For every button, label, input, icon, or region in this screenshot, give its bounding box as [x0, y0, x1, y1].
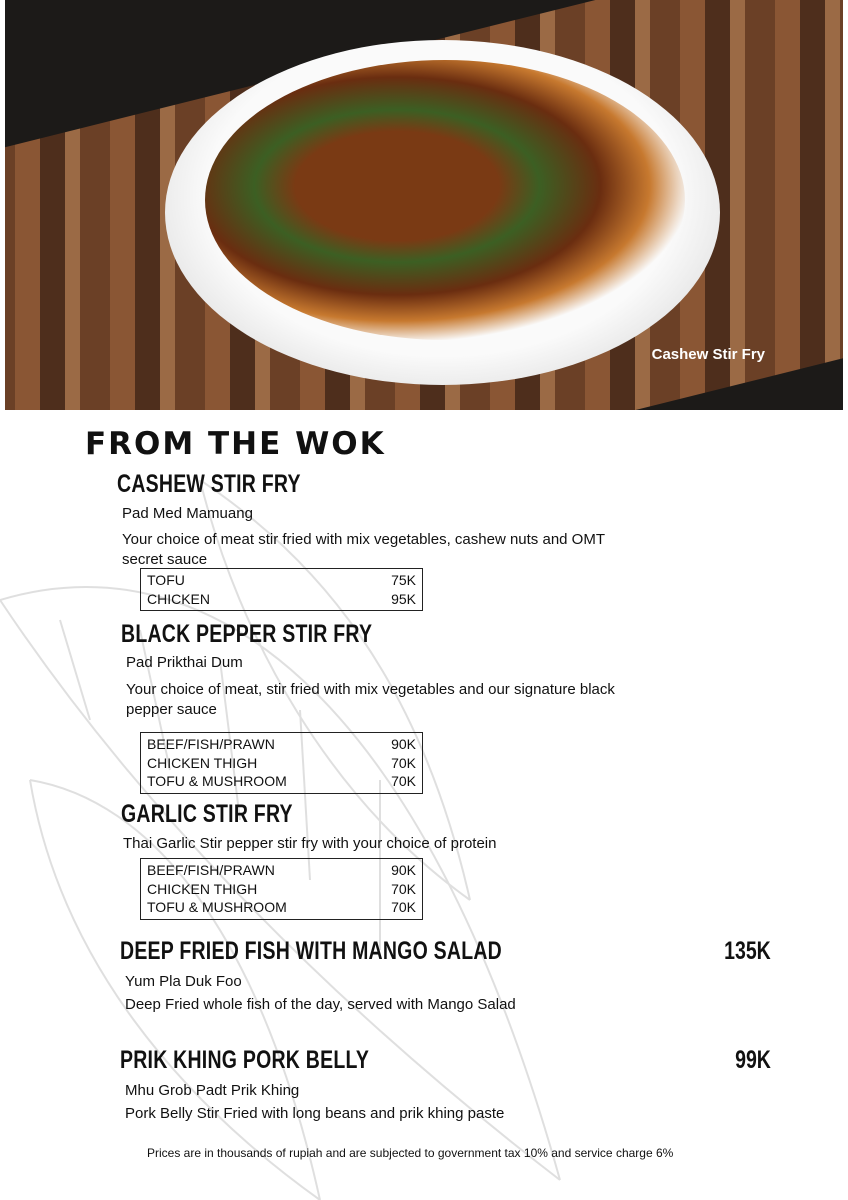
- item-thai-name: Yum Pla Duk Foo: [125, 973, 242, 990]
- option-row: [147, 880, 416, 899]
- option-row: [147, 898, 416, 917]
- option-row: [147, 754, 416, 773]
- option-row: [147, 571, 416, 590]
- option-label: CHICKEN THIGH: [147, 880, 258, 897]
- item-price: 99K: [735, 1046, 771, 1074]
- option-price: 70K: [391, 754, 416, 771]
- item-name: GARLIC STIR FRY: [121, 800, 293, 828]
- item-thai-name: Mhu Grob Padt Prik Khing: [125, 1082, 300, 1099]
- price-options: [140, 858, 423, 920]
- option-label: BEEF/FISH/PRAWN: [147, 736, 275, 752]
- option-label: TOFU & MUSHROOM: [147, 899, 287, 915]
- option-price: 70K: [391, 773, 416, 789]
- item-price: 135K: [724, 937, 771, 965]
- dish-photo: [5, 0, 843, 410]
- section-title: FROM THE WOK: [85, 426, 386, 462]
- option-price: 70K: [391, 899, 416, 915]
- price-footnote: Prices are in thousands of rupiah and are subjected to government tax 10% and service charge 6%: [147, 1146, 674, 1160]
- option-row: [147, 590, 416, 609]
- option-price: 75K: [391, 572, 416, 588]
- option-label: CHICKEN THIGH: [147, 754, 258, 771]
- item-description: Your choice of meat, stir fried with mix vegetables and our signature black pepper sauce: [126, 681, 615, 718]
- option-label: BEEF/FISH/PRAWN: [147, 862, 275, 878]
- item-name: PRIK KHING PORK BELLY: [120, 1046, 370, 1074]
- photo-caption: Cashew Stir Fry: [651, 346, 765, 363]
- option-label: TOFU & MUSHROOM: [147, 773, 287, 789]
- option-label: CHICKEN: [147, 590, 211, 607]
- item-name: CASHEW STIR FRY: [117, 470, 301, 498]
- item-name: BLACK PEPPER STIR FRY: [121, 620, 373, 648]
- price-options: [140, 568, 423, 611]
- option-price: 90K: [391, 862, 416, 878]
- option-label: TOFU: [147, 572, 185, 588]
- option-row: [147, 772, 416, 791]
- option-price: 90K: [391, 736, 416, 752]
- option-price: 70K: [391, 880, 416, 897]
- option-price: 95K: [391, 590, 416, 607]
- option-row: [147, 735, 416, 754]
- option-row: [147, 861, 416, 880]
- cashew-stir-fry-food: [205, 60, 685, 340]
- item-name: DEEP FRIED FISH WITH MANGO SALAD: [120, 937, 502, 965]
- item-description: Pork Belly Stir Fried with long beans and prik khing paste: [125, 1105, 505, 1122]
- item-thai-name: Pad Med Mamuang: [122, 505, 253, 522]
- price-options: [140, 732, 423, 794]
- item-description: Your choice of meat stir fried with mix vegetables, cashew nuts and OMT secret sauce: [122, 531, 605, 568]
- item-description: Deep Fried whole fish of the day, served with Mango Salad: [125, 996, 516, 1013]
- item-description: Thai Garlic Stir pepper stir fry with your choice of protein: [123, 835, 497, 852]
- item-thai-name: Pad Prikthai Dum: [126, 654, 243, 671]
